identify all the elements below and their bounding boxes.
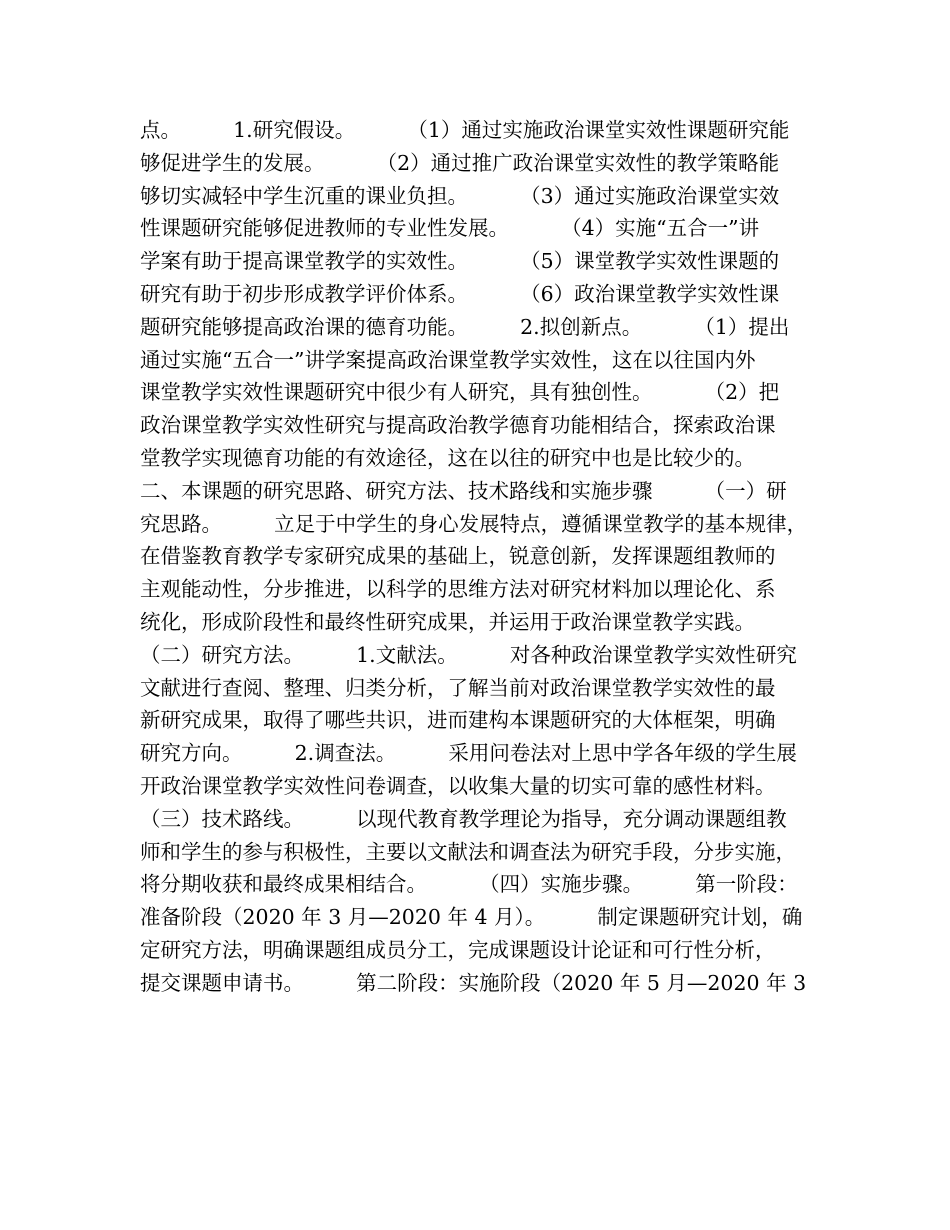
text-line-25: 准备阶段（2020 年 3 月—2020 年 4 月）。 制定课题研究计划，确 xyxy=(140,905,803,930)
text-line-3: 够切实减轻中学生沉重的课业负担。 （3）通过实施政治课堂实效 xyxy=(140,183,780,208)
text-line-22: （三）技术路线。 以现代教育教学理论为指导，充分调动课题组教 xyxy=(140,806,787,831)
text-line-14: 在借鉴教育教学专家研究成果的基础上，锐意创新，发挥课题组教师的 xyxy=(140,544,776,569)
text-line-8: 通过实施“五合一”讲学案提高政治课堂教学实效性，这在以往国内外 xyxy=(140,347,756,372)
text-line-20: 研究方向。 2.调查法。 采用问卷法对上思中学各年级的学生展 xyxy=(140,741,797,766)
text-line-16: 统化，形成阶段性和最终性研究成果，并运用于政治课堂教学实践。 xyxy=(140,609,755,634)
text-line-5: 学案有助于提高课堂教学的实效性。 （5）课堂教学实效性课题的 xyxy=(140,249,780,274)
text-line-13: 究思路。 立足于中学生的身心发展特点，遵循课堂教学的基本规律， xyxy=(140,511,808,536)
text-line-27: 提交课题申请书。 第二阶段：实施阶段（2020 年 5 月—2020 年 3 xyxy=(140,970,807,995)
text-line-17: （二）研究方法。 1.文献法。 对各种政治课堂教学实效性研究 xyxy=(140,642,797,667)
text-line-26: 定研究方法，明确课题组成员分工，完成课题设计论证和可行性分析， xyxy=(140,937,776,962)
text-line-6: 研究有助于初步形成教学评价体系。 （6）政治课堂教学实效性课 xyxy=(140,281,780,306)
text-line-1: 点。 1.研究假设。 （1）通过实施政治课堂实效性课题研究能 xyxy=(140,118,790,142)
text-line-18: 文献进行查阅、整理、归类分析，了解当前对政治课堂教学实效性的最 xyxy=(140,675,776,700)
text-line-7: 题研究能够提高政治课的德育功能。 2.拟创新点。 （1）提出 xyxy=(140,314,790,339)
text-line-15: 主观能动性，分步推进，以科学的思维方法对研究材料加以理论化、系 xyxy=(140,577,776,602)
text-line-12: 二、本课题的研究思路、研究方法、技术路线和实施步骤 （一）研 xyxy=(140,478,787,503)
text-line-9: 课堂教学实效性课题研究中很少有人研究，具有独创性。 （2）把 xyxy=(140,380,780,405)
text-line-24: 将分期收获和最终成果相结合。 （四）实施步骤。 第一阶段： xyxy=(140,872,798,897)
text-line-23: 师和学生的参与积极性，主要以文献法和调查法为研究手段，分步实施， xyxy=(140,839,796,864)
body-text xyxy=(140,114,830,1000)
text-line-19: 新研究成果，取得了哪些共识，进而建构本课题研究的大体框架，明确 xyxy=(140,708,776,733)
text-line-10: 政治课堂教学实效性研究与提高政治教学德育功能相结合，探索政治课 xyxy=(140,413,776,438)
text-line-2: 够促进学生的发展。 （2）通过推广政治课堂实效性的教学策略能 xyxy=(140,150,780,175)
text-line-11: 堂教学实现德育功能的有效途径，这在以往的研究中也是比较少的。 xyxy=(140,445,755,470)
text-line-21: 开政治课堂教学实效性问卷调查，以收集大量的切实可靠的感性材料。 xyxy=(140,773,776,798)
text-line-4: 性课题研究能够促进教师的专业性发展。 （4）实施“五合一”讲 xyxy=(140,216,760,241)
